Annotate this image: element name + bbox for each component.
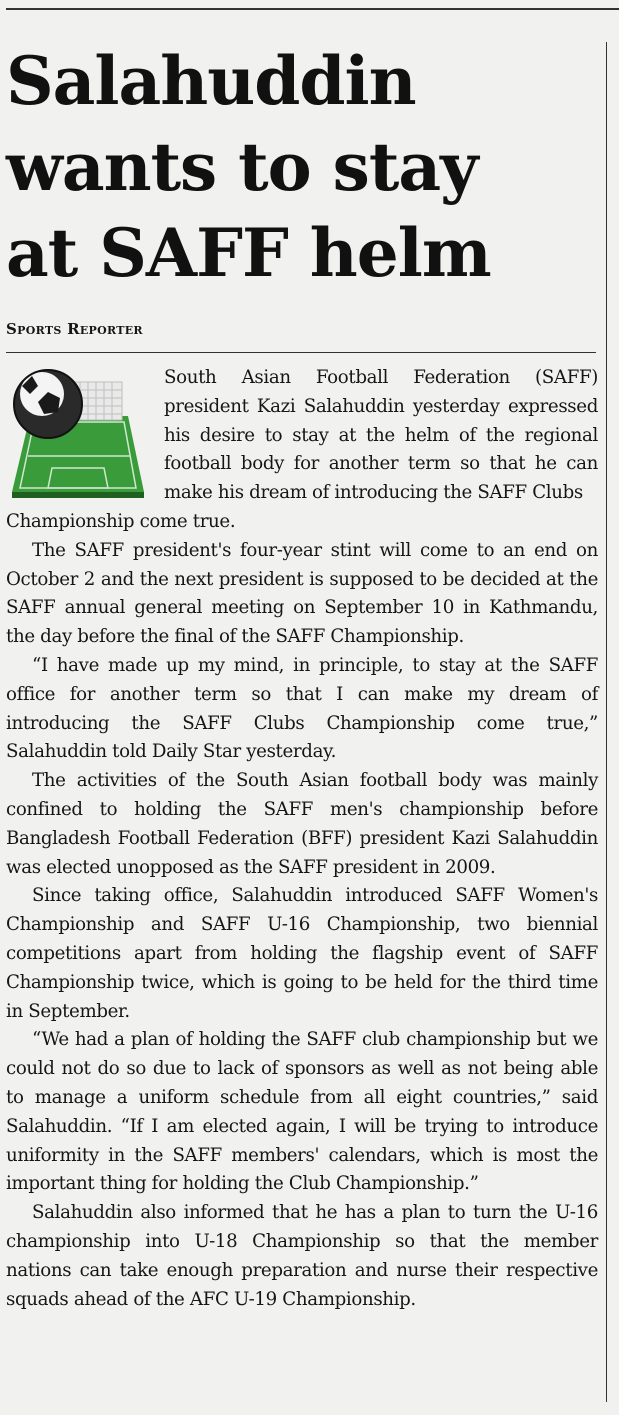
paragraph-7: Salahuddin also informed that he has a plan to turn the U-16 championship into U-18 Championship so that the member nations can take enough preparation and nurse their respective squads ahead of the AFC U-19 Championship. — [6, 1202, 598, 1310]
byline: Sports Reporter — [6, 320, 143, 338]
paragraph-1 — [6, 364, 598, 537]
headline-line-2: wants to stay — [6, 128, 478, 206]
paragraph-4: The activities of the South Asian football body was mainly confined to holding the SAFF men's championship before Bangladesh Football Federation (BFF) president Kazi Salahuddin was elected unopposed as the SAFF president in 2009. — [6, 770, 598, 878]
paragraph-1-end: Championship come true. — [6, 510, 236, 532]
headline — [6, 38, 606, 296]
article-body — [6, 364, 598, 1314]
headline-line-1: Salahuddin — [6, 42, 416, 120]
paragraph-2: The SAFF president's four-year stint will come to an end on October 2 and the next president is supposed to be decided at the SAFF annual general meeting on September 10 in Kathmandu, the day before the final of the SAFF Championship. — [6, 539, 598, 648]
paragraph-5: Since taking office, Salahuddin introduced SAFF Women's Championship and SAFF U-16 Championship, two biennial competitions apart from holding the flagship event of SAFF Championship twice, which is going to be held for the third time in September. — [6, 885, 598, 1022]
paragraph-3: “I have made up my mind, in principle, to stay at the SAFF office for another term so that I can make my dream of introducing the SAFF Clubs Championship come true,” Salahuddin told Daily Star yesterday. — [6, 654, 598, 763]
byline-rule — [6, 352, 596, 353]
paragraph-6: “We had a plan of holding the SAFF club championship but we could not do so due to lack of sponsors as well as not being able to manage a uniform schedule from all eight countries,” said Salahuddin. “If I am elected again, I will be trying to introduce uniformity in the SAFF members' calendars, which is most the important thing for holding the Club Championship.” — [6, 1029, 598, 1195]
top-rule — [6, 8, 619, 10]
paragraph-1-lead: South Asian Football Federation (SAFF) president Kazi Salahuddin yesterday expressed his desire to stay at the helm of the regional football body for another term so that he can make his dream of introducing the SAFF Clubs — [164, 367, 598, 504]
column-rule — [606, 42, 607, 1402]
headline-line-3: at SAFF helm — [6, 214, 491, 292]
